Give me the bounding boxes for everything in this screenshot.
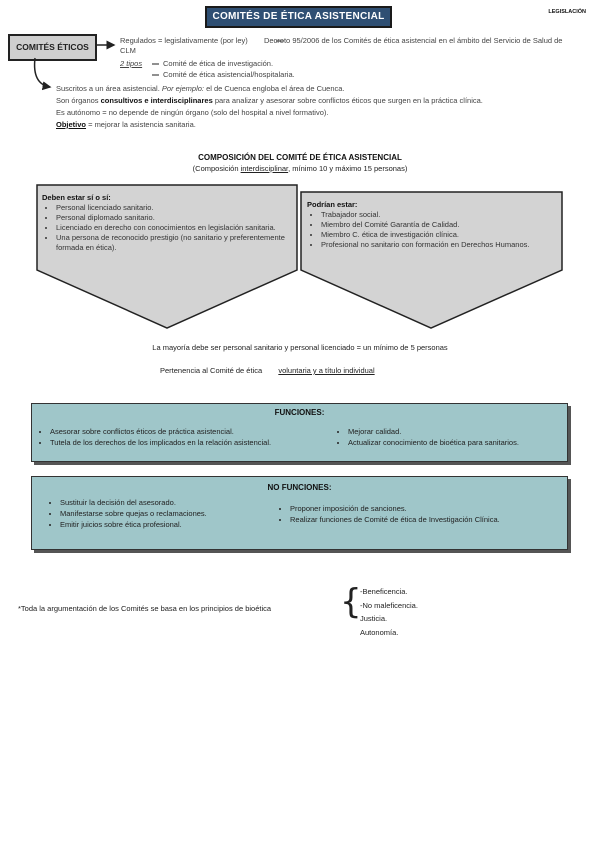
funciones-panel bbox=[31, 403, 568, 462]
list-item: • Miembro C. ética de investigación clínica. bbox=[321, 230, 557, 240]
list-item: • Miembro del Comité Garantía de Calidad. bbox=[321, 220, 557, 230]
intro-line-2: Son órganos consultivos e interdisciplinares para analizar y asesorar sobre conflictos éticos que surgen en la práctica clínica. bbox=[56, 96, 483, 105]
intro-line-1: Suscritos a un área asistencial. Por ejemplo: el de Cuenca engloba el área de Cuenca. bbox=[56, 84, 345, 93]
list-item: • Trabajador social. bbox=[321, 210, 557, 220]
membership-line: Pertenencia al Comité de ética voluntaria y a título individual bbox=[160, 366, 375, 375]
list-item: -No maleficencia. bbox=[360, 600, 418, 610]
objective-line: Objetivo = mejorar la asistencia sanitaria. bbox=[56, 120, 196, 129]
type-2: Comité de ética asistencial/hospitalaria. bbox=[163, 70, 295, 79]
list-item: • Tutela de los derechos de los implicados en la relación asistencial. bbox=[50, 437, 350, 448]
could-list: Podrían estar: • Trabajador social. • Miembro del Comité Garantía de Calidad. • Miembro C. ética de investigación clínica. • Profesional no sanitario con formación en Derechos Humanos. bbox=[307, 200, 557, 250]
comites-eticos-box: COMITÉS ÉTICOS bbox=[8, 34, 97, 61]
types-label: 2 tipos bbox=[120, 59, 143, 68]
list-item: Autonomía. bbox=[360, 627, 399, 637]
funciones-title: FUNCIONES: bbox=[274, 408, 325, 417]
no-funciones-title: NO FUNCIONES: bbox=[267, 483, 332, 492]
must-list: Deben estar sí o sí: • Personal licenciado sanitario. • Personal diplomado sanitario. • Licenciado en derecho con conocimientos en legislación sanitaria. • Una persona de reconocido prestigio (no sanitario y preferentemente formada en ética). bbox=[42, 193, 292, 253]
page-title: COMITÉS DE ÉTICA ASISTENCIAL bbox=[205, 6, 392, 28]
bioethics-note: *Toda la argumentación de los Comités se basa en los principios de bioética bbox=[18, 604, 272, 613]
list-item: • Actualizar conocimiento de bioética para sanitarios. bbox=[348, 437, 580, 448]
list-item: • Manifestarse sobre quejas o reclamaciones. bbox=[60, 508, 280, 519]
principles-list bbox=[360, 585, 418, 639]
list-item: • Licenciado en derecho con conocimientos en legislación sanitaria. bbox=[56, 223, 292, 233]
composition-subtitle: (Composición interdisciplinar, mínimo 10 y máximo 15 personas) bbox=[192, 164, 408, 173]
list-item: • Mejorar calidad. bbox=[348, 426, 580, 437]
list-item: • Emitir juicios sobre ética profesional. bbox=[60, 519, 280, 530]
majority-note: La mayoría debe ser personal sanitario y personal licenciado = un mínimo de 5 personas bbox=[152, 343, 448, 352]
list-item: • Personal diplomado sanitario. bbox=[56, 213, 292, 223]
list-item: -Beneficencia. bbox=[360, 587, 408, 596]
list-item: Justicia. bbox=[360, 614, 388, 623]
regulation-line: Regulados = legislativamente (por ley) Decreto 95/2006 de los Comités de ética asistencial en el ámbito del Servicio de Salud de CLM bbox=[120, 36, 563, 55]
intro-line-3: Es autónomo = no depende de ningún órgano (solo del hospital a nivel formativo). bbox=[56, 108, 329, 117]
list-item: • Asesorar sobre conflictos éticos de práctica asistencial. bbox=[50, 426, 350, 437]
no-funciones-panel bbox=[31, 476, 568, 550]
list-item: • Proponer imposición de sanciones. bbox=[290, 503, 580, 514]
list-item: • Una persona de reconocido prestigio (no sanitario y preferentemente formada en ética). bbox=[56, 233, 292, 253]
list-item: • Personal licenciado sanitario. bbox=[56, 203, 292, 213]
section-label: LEGISLACIÓN bbox=[548, 9, 586, 15]
composition-title: COMPOSICIÓN DEL COMITÉ DE ÉTICA ASISTENCIAL bbox=[198, 153, 402, 162]
list-item: • Realizar funciones de Comité de ética de Investigación Clínica. bbox=[290, 514, 580, 525]
arrow-curve-icon bbox=[35, 58, 50, 87]
type-1: Comité de ética de investigación. bbox=[163, 59, 274, 68]
list-item: • Profesional no sanitario con formación en Derechos Humanos. bbox=[321, 240, 557, 250]
brace-icon: { bbox=[340, 582, 362, 622]
list-item: • Sustituir la decisión del asesorado. bbox=[60, 497, 280, 508]
